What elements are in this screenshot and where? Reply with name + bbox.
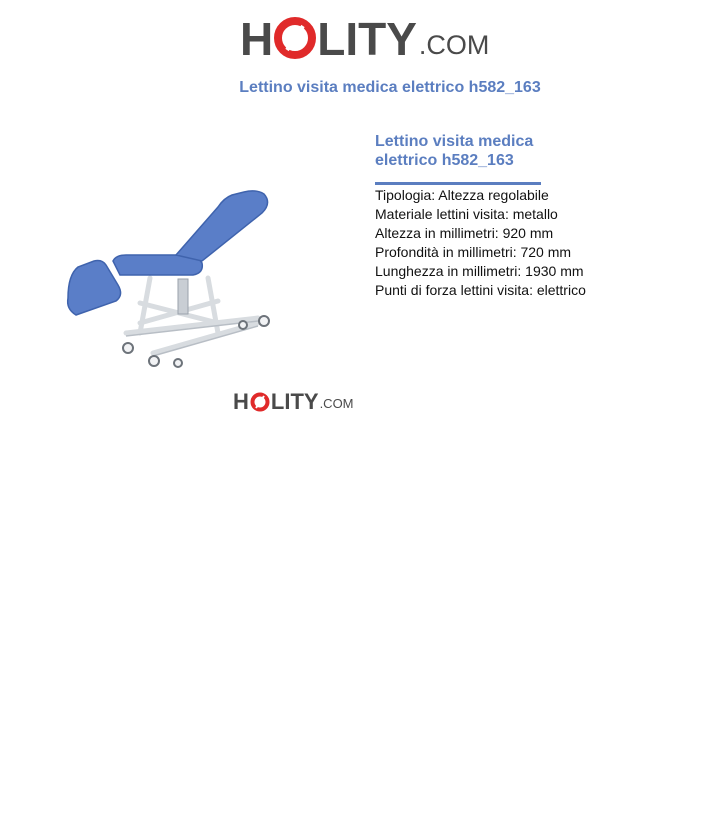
spec-item: Tipologia: Altezza regolabile <box>375 187 549 203</box>
watermark-domain: .COM <box>319 396 354 411</box>
product-title: Lettino visita medica elettrico h582_163 <box>375 133 534 169</box>
leg-rest <box>68 261 121 316</box>
logo-text-lity: LITY <box>317 13 417 65</box>
watermark-o-icon <box>250 392 270 412</box>
title-divider <box>375 182 541 185</box>
spec-list <box>375 186 586 300</box>
product-watermark-logo <box>233 389 354 413</box>
logo-domain: .COM <box>418 30 490 60</box>
spec-item: Materiale lettini visita: metallo <box>375 206 558 222</box>
table-frame <box>126 278 258 353</box>
watermark-text-h: H <box>233 389 249 414</box>
motor-column <box>178 279 188 314</box>
holity-logo[interactable] <box>240 12 490 65</box>
logo-text-h: H <box>240 13 274 65</box>
spec-item: Profondità in millimetri: 720 mm <box>375 244 572 260</box>
logo-o-icon <box>274 17 316 59</box>
product-image <box>58 183 288 383</box>
backrest-section <box>176 191 268 261</box>
spec-item: Punti di forza lettini visita: elettrico <box>375 282 586 298</box>
page-title: Lettino visita medica elettrico h582_163 <box>239 79 541 96</box>
spec-item: Lunghezza in millimetri: 1930 mm <box>375 263 584 279</box>
watermark-text-lity: LITY <box>270 389 319 414</box>
spec-item: Altezza in millimetri: 920 mm <box>375 225 554 241</box>
